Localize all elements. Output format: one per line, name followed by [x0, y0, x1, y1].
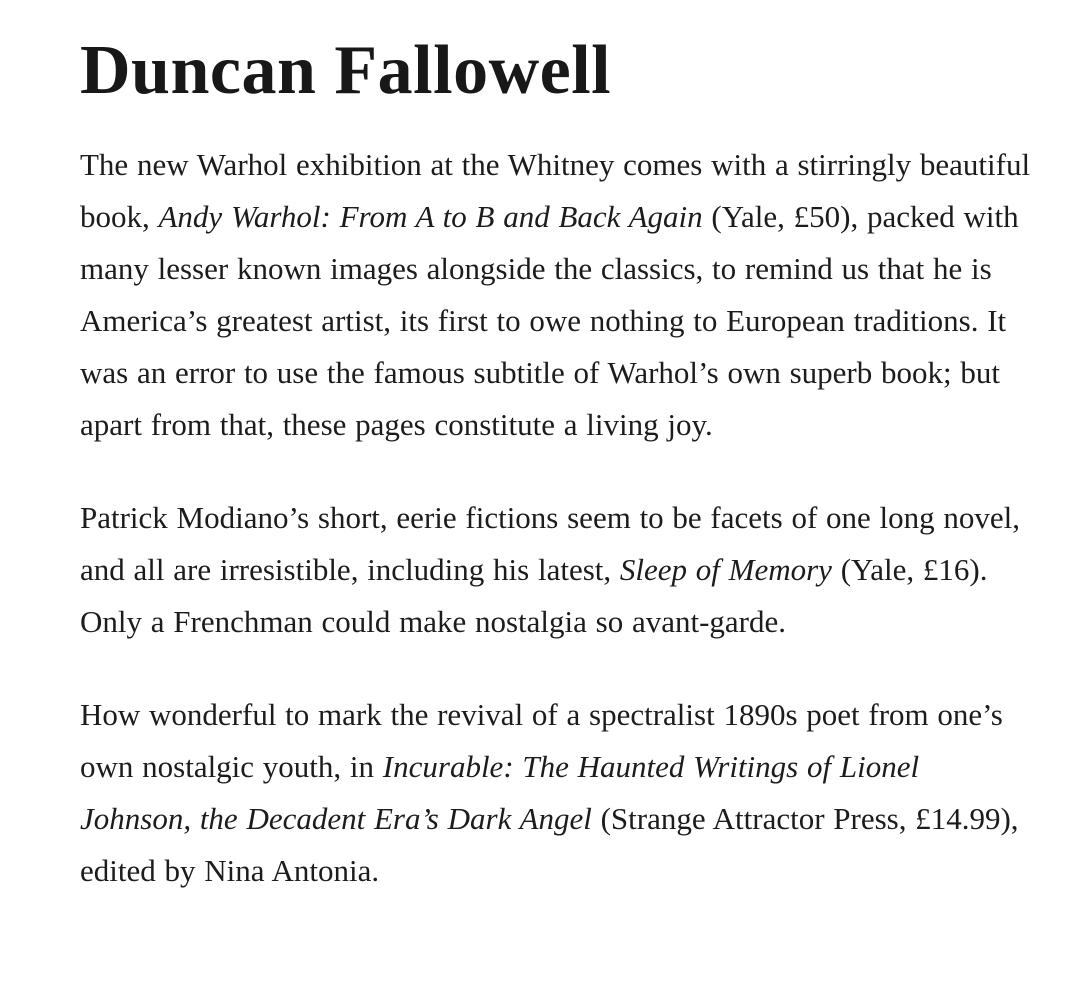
paragraph-text: (Yale, £50), packed with many lesser known images alongside the classics, to remind us that he is America’s greatest artist, its first to owe nothing to European traditions. It was an error to use the famous subtitle of Warhol’s own superb book; but apart from that, these pages constitute a living joy. — [80, 199, 1019, 442]
paragraph-text: (Yale, £16). Only a Frenchman could make nostalgia so avant-garde. — [80, 552, 988, 639]
book-title-sleep-of-memory: Sleep of Memory — [619, 552, 832, 587]
article-body — [80, 139, 1032, 897]
paragraph-modiano — [80, 492, 1032, 648]
paragraph-warhol — [80, 139, 1032, 451]
page-title: Duncan Fallowell — [80, 32, 612, 109]
book-title-andy-warhol: Andy Warhol: From A to B and Back Again — [158, 199, 703, 234]
paragraph-lionel-johnson — [80, 689, 1032, 897]
paragraph-text: How wonderful to mark the revival of a spectralist 1890s poet from one’s own nostalgic youth, in — [80, 697, 1003, 784]
paragraph-text: Patrick Modiano’s short, eerie fictions seem to be facets of one long novel, and all are irresistible, including his latest, — [80, 500, 1021, 587]
book-title-incurable: Incurable: The Haunted Writings of Lionel Johnson, the Decadent Era’s Dark Angel — [80, 749, 920, 836]
paragraph-text: The new Warhol exhibition at the Whitney comes with a stirringly beautiful book, — [80, 147, 1031, 234]
paragraph-text: (Strange Attractor Press, £14.99), edited by Nina Antonia. — [80, 801, 1019, 888]
